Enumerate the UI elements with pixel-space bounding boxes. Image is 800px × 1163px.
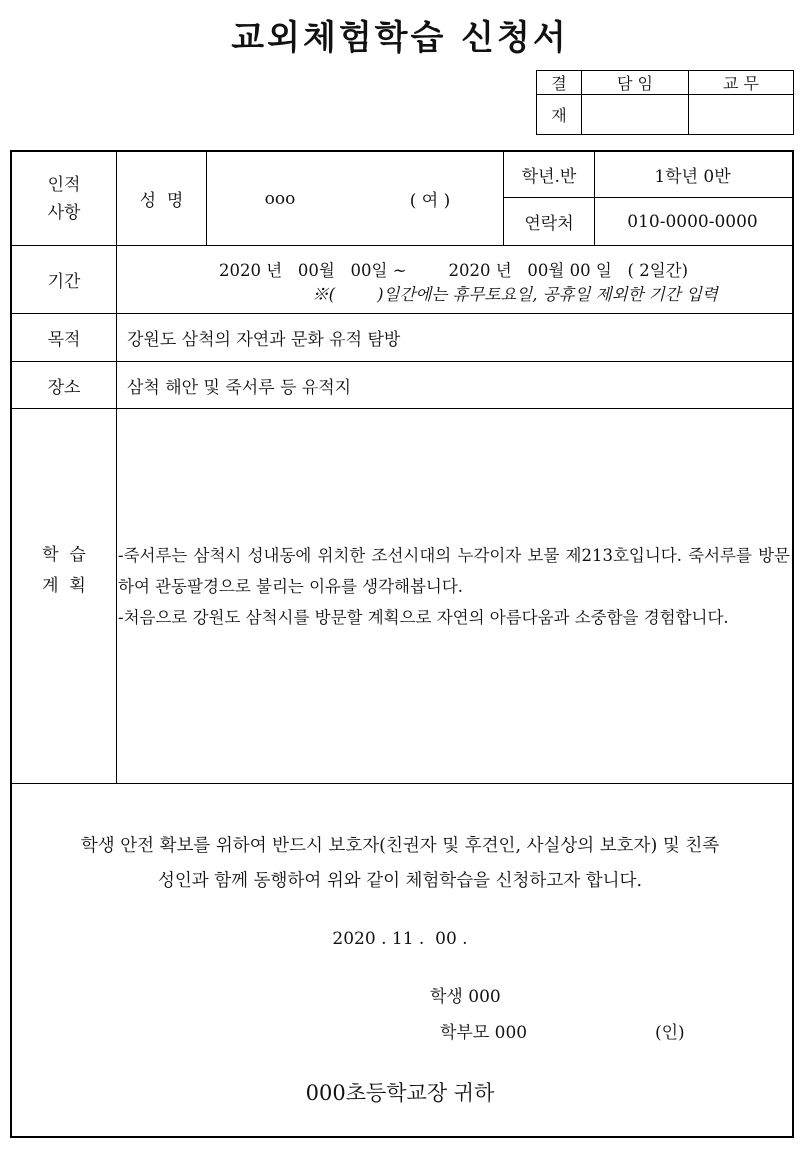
plan-label-1: 학 습 <box>42 545 86 565</box>
period-line2: ※( )일간에는 휴무토요일, 공휴일 제외한 기간 입력 <box>312 285 718 304</box>
footer-statement-2: 성인과 함께 동행하여 위와 같이 체험학습을 신청하고자 합니다. <box>157 871 643 891</box>
footer-recipient: 000초등학교장 귀하 <box>305 1081 495 1105</box>
place-label: 장소 <box>47 377 81 398</box>
contact-label: 연락처 <box>524 214 574 234</box>
approval-homeroom-sign[interactable] <box>582 95 689 135</box>
gender-value[interactable]: ( 여 ) <box>409 191 451 211</box>
purpose-value[interactable]: 강원도 삼척의 자연과 문화 유적 탐방 <box>127 330 401 350</box>
approval-gyeol: 결 <box>537 71 582 95</box>
period-label: 기간 <box>47 272 81 292</box>
approval-admin-sign[interactable] <box>689 95 794 135</box>
footer-statement-1: 학생 안전 확보를 위하여 반드시 보호자(친권자 및 후견인, 사실상의 보호자) 및 친족 <box>80 836 720 856</box>
plan-paragraph-2: -처음으로 강원도 삼척시를 방문할 계획으로 자연의 아름다움과 소중함을 경험합니다. <box>118 608 729 627</box>
purpose-label: 목적 <box>47 330 81 350</box>
footer-seal: (인) <box>655 1023 685 1043</box>
plan-label-2: 계 획 <box>42 576 86 596</box>
plan-content[interactable] <box>118 540 790 633</box>
grade-label: 학년.반 <box>521 167 577 187</box>
footer-date[interactable]: 2020 . 11 . 00 . <box>332 929 468 949</box>
grade-value[interactable]: 1학년 0반 <box>654 167 731 187</box>
contact-value[interactable]: 010-0000-0000 <box>627 211 758 232</box>
footer-parent[interactable]: 학부모 000 <box>440 1023 528 1043</box>
plan-paragraph-1: -죽서루는 삼척시 성내동에 위치한 조선시대의 누각이자 보물 제213호입니다. 죽서루를 방문하여 관동팔경으로 불리는 이유를 생각해봅니다. <box>118 546 790 596</box>
period-line1[interactable]: 2020 년 00월 00일 ~ 2020 년 00월 00 일 ( 2일간) <box>218 261 689 280</box>
approval-jae: 재 <box>537 95 582 135</box>
footer-student[interactable]: 학생 000 <box>430 987 501 1007</box>
name-value[interactable]: ooo <box>264 188 296 209</box>
approval-homeroom-label: 담 임 <box>582 71 689 95</box>
approval-box <box>536 70 794 135</box>
name-label: 성 명 <box>139 191 184 211</box>
personal-section-label: 인적 사항 <box>47 174 81 223</box>
place-value[interactable]: 삼척 해안 및 죽서루 등 유적지 <box>127 377 352 398</box>
plan-label <box>12 540 116 602</box>
page-title: 교외체험학습 신청서 <box>231 18 569 58</box>
approval-admin-label: 교 무 <box>689 71 794 95</box>
